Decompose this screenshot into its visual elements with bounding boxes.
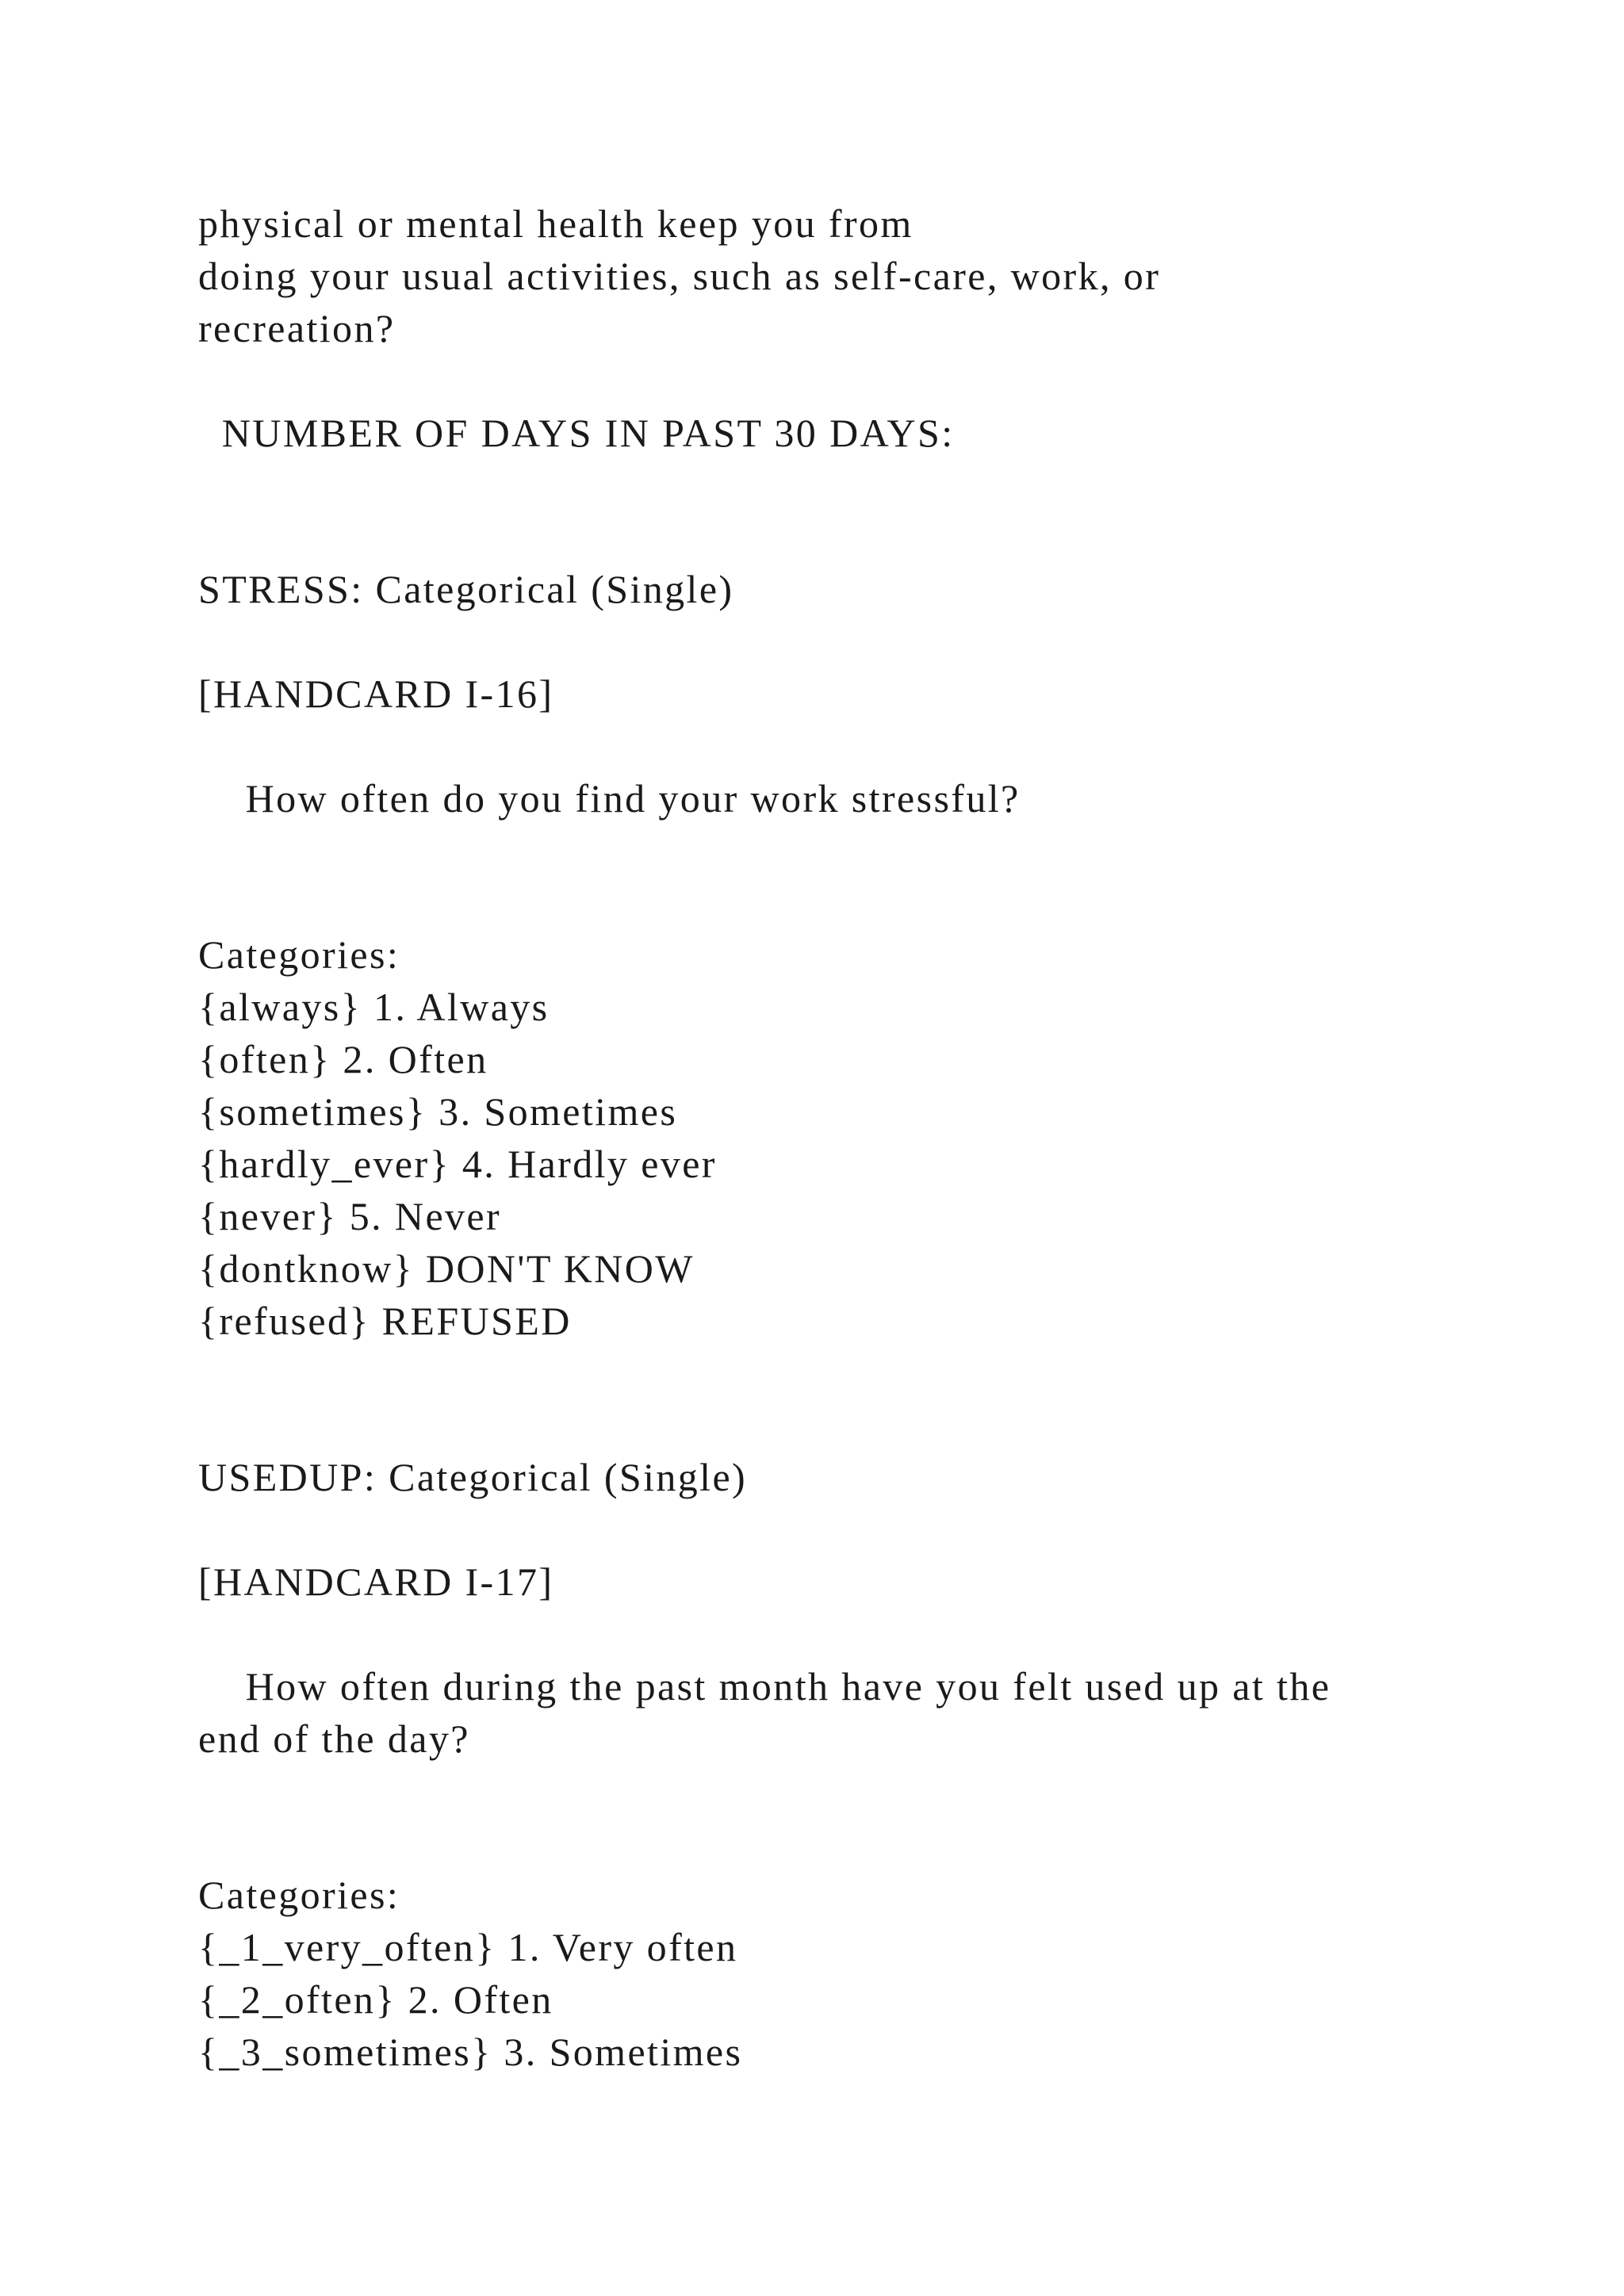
stress-category-item: {sometimes} 3. Sometimes: [198, 1089, 678, 1134]
days-label: NUMBER OF DAYS IN PAST 30 DAYS:: [198, 411, 955, 455]
usedup-category-item: {_1_very_often} 1. Very often: [198, 1925, 738, 1969]
intro-line-3: recreation?: [198, 306, 396, 350]
usedup-question-line-2: end of the day?: [198, 1716, 470, 1761]
stress-category-item: {hardly_ever} 4. Hardly ever: [198, 1142, 717, 1186]
stress-category-item: {dontknow} DON'T KNOW: [198, 1246, 695, 1291]
usedup-categories-label: Categories:: [198, 1873, 400, 1917]
intro-line-1: physical or mental health keep you from: [198, 201, 914, 246]
stress-handcard: [HANDCARD I-16]: [198, 672, 554, 716]
usedup-category-item: {_3_sometimes} 3. Sometimes: [198, 2030, 743, 2074]
intro-line-2: doing your usual activities, such as self-care, work, or: [198, 254, 1161, 298]
usedup-question-line-1: How often during the past month have you felt used up at the: [198, 1664, 1331, 1709]
usedup-category-item: {_2_often} 2. Often: [198, 1977, 553, 2022]
stress-category-item: {always} 1. Always: [198, 985, 550, 1029]
stress-question: How often do you find your work stressful?: [198, 776, 1021, 821]
stress-category-item: {refused} REFUSED: [198, 1299, 572, 1343]
stress-categories-label: Categories:: [198, 932, 400, 977]
stress-category-item: {never} 5. Never: [198, 1194, 502, 1238]
stress-category-item: {often} 2. Often: [198, 1037, 488, 1081]
usedup-handcard: [HANDCARD I-17]: [198, 1559, 554, 1604]
stress-heading: STRESS: Categorical (Single): [198, 567, 734, 611]
usedup-heading: USEDUP: Categorical (Single): [198, 1455, 748, 1499]
